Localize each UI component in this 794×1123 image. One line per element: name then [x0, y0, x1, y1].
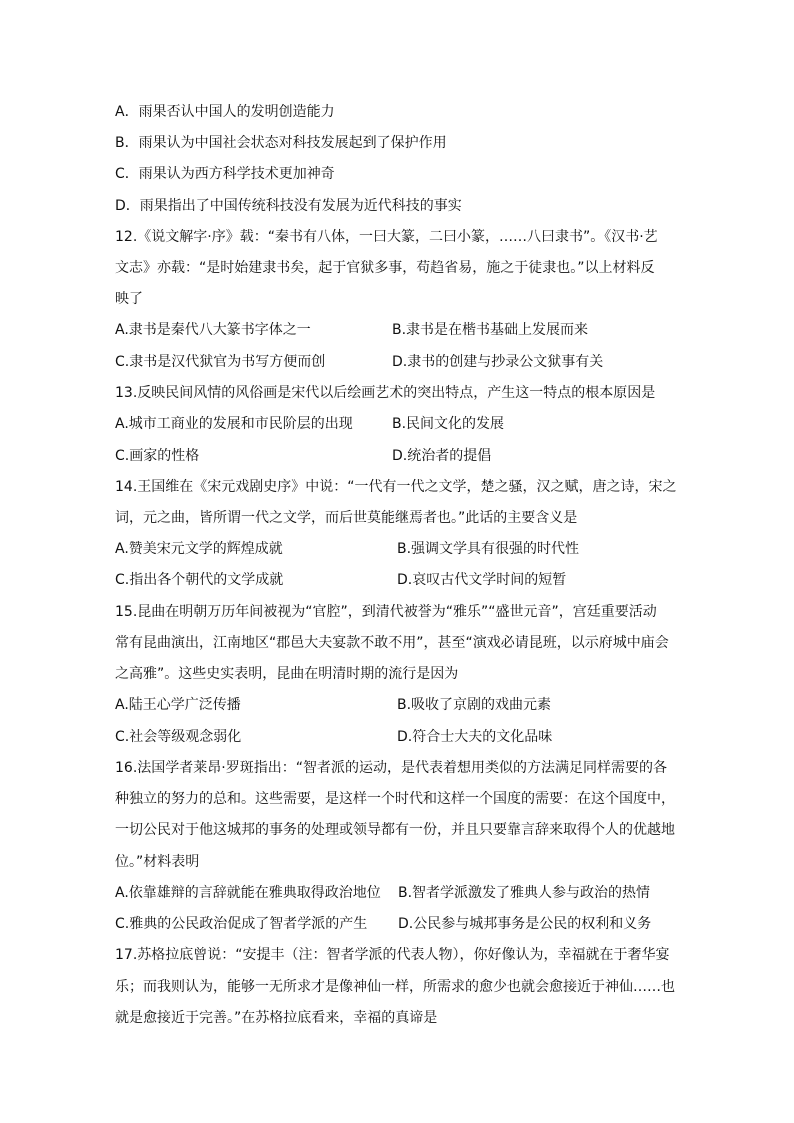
q14-option-c: C.指出各个朝代的文学成就	[115, 572, 284, 588]
q15-option-d: D.符合士大夫的文化品味	[397, 729, 553, 745]
q17-stem-line-2: 乐；而我则认为，能够一无所求才是像神仙一样，所需求的愈少也就会愈接近于神仙……也	[115, 979, 675, 995]
q15-option-c: C.社会等级观念弱化	[115, 729, 242, 745]
q14-option-b: B.强调文学具有很强的时代性	[397, 541, 580, 557]
q16-stem-line-2: 种独立的努力的总和。这些需要，是这样一个时代和这样一个国度的需要：在这个国度中，	[115, 791, 675, 807]
q16-option-a: A.依靠雄辩的言辞就能在雅典取得政治地位	[115, 885, 381, 901]
q13-stem-line-1: 13.反映民间风情的风俗画是宋代以后绘画艺术的突出特点，产生这一特点的根本原因是	[115, 385, 656, 401]
q13-option-a: A.城市工商业的发展和市民阶层的出现	[115, 416, 353, 432]
q16-option-d: D.公民参与城邦事务是公民的权利和义务	[398, 916, 652, 932]
q14-stem-line-2: 词，元之曲，皆所谓一代之文学，而后世莫能继焉者也。”此话的主要含义是	[115, 510, 578, 526]
q14-option-d: D.哀叹古代文学时间的短暂	[397, 572, 567, 588]
q15-option-b: B.吸收了京剧的戏曲元素	[397, 697, 552, 713]
q15-stem-line-2: 常有昆曲演出，江南地区“郡邑大夫宴款不敢不用”，甚至“演戏必请昆班，以示府城中庙会	[115, 635, 669, 651]
q12-option-b: B.隶书是在楷书基础上发展而来	[392, 322, 589, 338]
q11-option-d: D．雨果指出了中国传统科技没有发展为近代科技的事实	[115, 198, 462, 214]
q12-stem-line-1: 12.《说文解字·序》载：“秦书有八体，一曰大篆，二曰小篆，……八曰隶书”。《汉书·艺	[115, 229, 658, 245]
q16-option-c: C.雅典的公民政治促成了智者学派的产生	[115, 916, 368, 932]
q16-option-b: B.智者学派激发了雅典人参与政治的热情	[398, 885, 651, 901]
q17-stem-line-1: 17.苏格拉底曾说：“安提丰（注：智者学派的代表人物），你好像认为，幸福就在于奢华宴	[115, 947, 670, 963]
q15-stem-line-1: 15.昆曲在明朝万历年间被视为“官腔”，到清代被誉为“雅乐”“盛世元音”，宫廷重要活动	[115, 604, 657, 620]
q12-option-d: D.隶书的创建与抄录公文狱事有关	[392, 354, 604, 370]
q14-option-a: A.赞美宋元文学的辉煌成就	[115, 541, 283, 557]
q16-stem-line-1: 16.法国学者莱昂·罗斑指出：“智者派的运动，是代表着想用类似的方法满足同样需要的各	[115, 760, 667, 776]
q14-stem-line-1: 14.王国维在《宋元戏剧史序》中说：“一代有一代之文学，楚之骚，汉之赋，唐之诗，宋之	[115, 479, 677, 495]
q13-option-c: C.画家的性格	[115, 448, 200, 464]
q11-option-b: B．雨果认为中国社会状态对科技发展起到了保护作用	[115, 135, 447, 151]
q12-option-c: C.隶书是汉代狱官为书写方便而创	[115, 354, 326, 370]
q12-stem-line-3: 映了	[115, 291, 143, 307]
q13-option-d: D.统治者的提倡	[392, 448, 492, 464]
q12-option-a: A.隶书是秦代八大篆书字体之一	[115, 322, 311, 338]
q13-option-b: B.民间文化的发展	[392, 416, 505, 432]
q16-stem-line-3: 一切公民对于他这城邦的事务的处理或领导都有一份，并且只要靠言辞来取得个人的优越地	[115, 822, 675, 838]
q11-option-a: A．雨果否认中国人的发明创造能力	[115, 104, 335, 120]
q17-stem-line-3: 就是愈接近于完善。”在苏格拉底看来，幸福的真谛是	[115, 1010, 438, 1026]
q15-stem-line-3: 之高雅”。这些史实表明，昆曲在明清时期的流行是因为	[115, 666, 459, 682]
q12-stem-line-2: 文志》亦载：“是时始建隶书矣，起于官狱多事，苟趋省易，施之于徒隶也。”以上材料反	[115, 260, 655, 276]
q16-stem-line-4: 位。”材料表明	[115, 854, 200, 870]
q11-option-c: C．雨果认为西方科学技术更加神奇	[115, 166, 335, 182]
q15-option-a: A.陆王心学广泛传播	[115, 697, 241, 713]
